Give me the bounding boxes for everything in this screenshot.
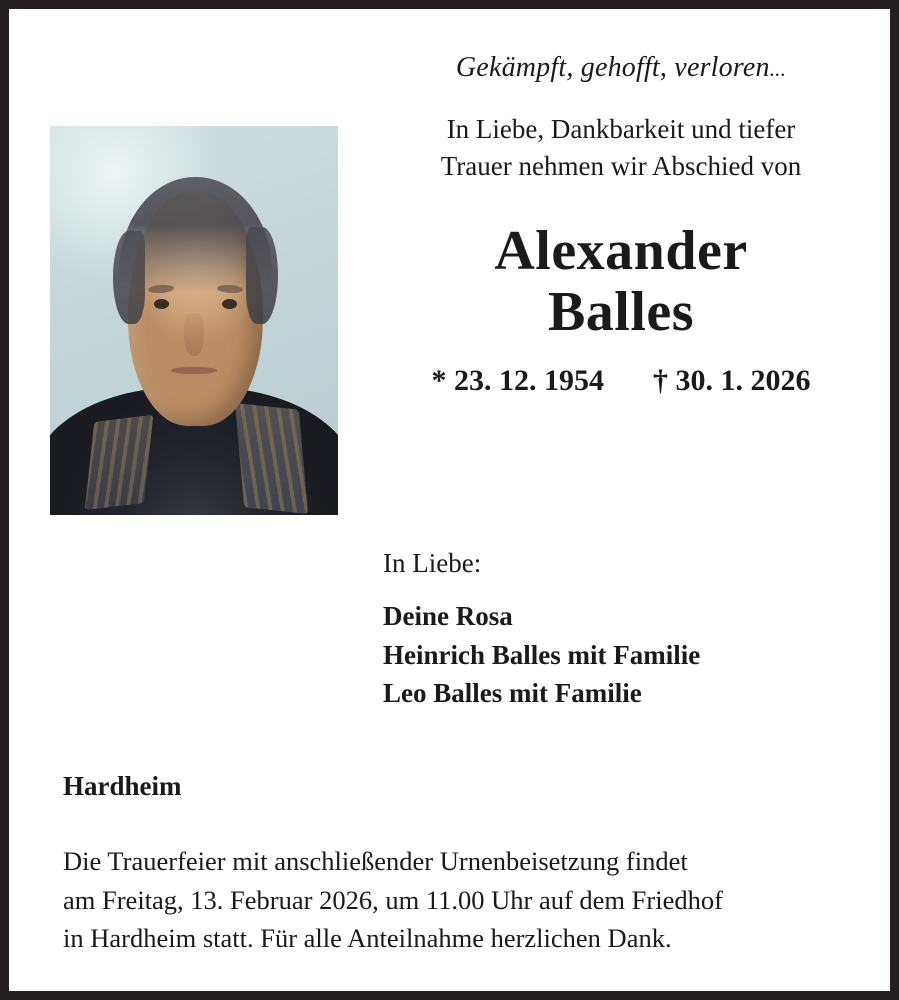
- headline-column: [375, 9, 867, 398]
- portrait-photo: [50, 126, 338, 515]
- motto-line: [375, 9, 867, 85]
- closing-line-1: Die Trauerfeier mit anschließender Urnenbeisetzung findet: [63, 846, 688, 876]
- motto-text: Gekämpft, gehofft, verloren: [455, 52, 770, 83]
- closing-line-2: am Freitag, 13. Februar 2026, um 11.00 Uhr auf dem Friedhof: [63, 884, 723, 915]
- birth-symbol: *: [431, 364, 447, 398]
- mouth-shape: [171, 367, 217, 374]
- deceased-first-name: Alexander: [494, 220, 748, 283]
- plaid-collar-left: [85, 415, 153, 511]
- nose-shape: [184, 313, 204, 356]
- deceased-name: [375, 221, 867, 342]
- deceased-last-name: Balles: [547, 280, 695, 343]
- family-label: In Liebe:: [383, 548, 482, 578]
- closing-line-3: in Hardheim statt. Für alle Anteilnahme herzlichen Dank.: [63, 923, 672, 954]
- plaid-collar-right: [235, 403, 309, 514]
- portrait-image: [50, 126, 338, 515]
- eye-left: [154, 299, 169, 309]
- death-symbol: †: [653, 364, 668, 398]
- family-member: Leo Balles mit Familie: [383, 678, 642, 709]
- closing-text: [63, 842, 863, 958]
- birth-date: 23. 12. 1954: [454, 364, 604, 398]
- hair-side-left: [113, 231, 145, 324]
- intro-text: [375, 111, 867, 186]
- family-member: Deine Rosa: [383, 601, 513, 632]
- family-names-list: [383, 597, 883, 712]
- hair-side-right: [246, 227, 278, 324]
- upper-section: [9, 9, 890, 529]
- place-name: Hardheim: [63, 771, 182, 801]
- motto-ellipsis: ...: [769, 57, 787, 81]
- death-date: 30. 1. 2026: [675, 364, 811, 398]
- family-section: [383, 547, 883, 712]
- family-member: Heinrich Balles mit Familie: [383, 639, 701, 670]
- life-dates: [375, 364, 867, 398]
- intro-line-1: In Liebe, Dankbarkeit und tiefer: [446, 113, 796, 144]
- intro-line-2: Trauer nehmen wir Abschied von: [440, 150, 802, 181]
- notice-page: [9, 9, 890, 991]
